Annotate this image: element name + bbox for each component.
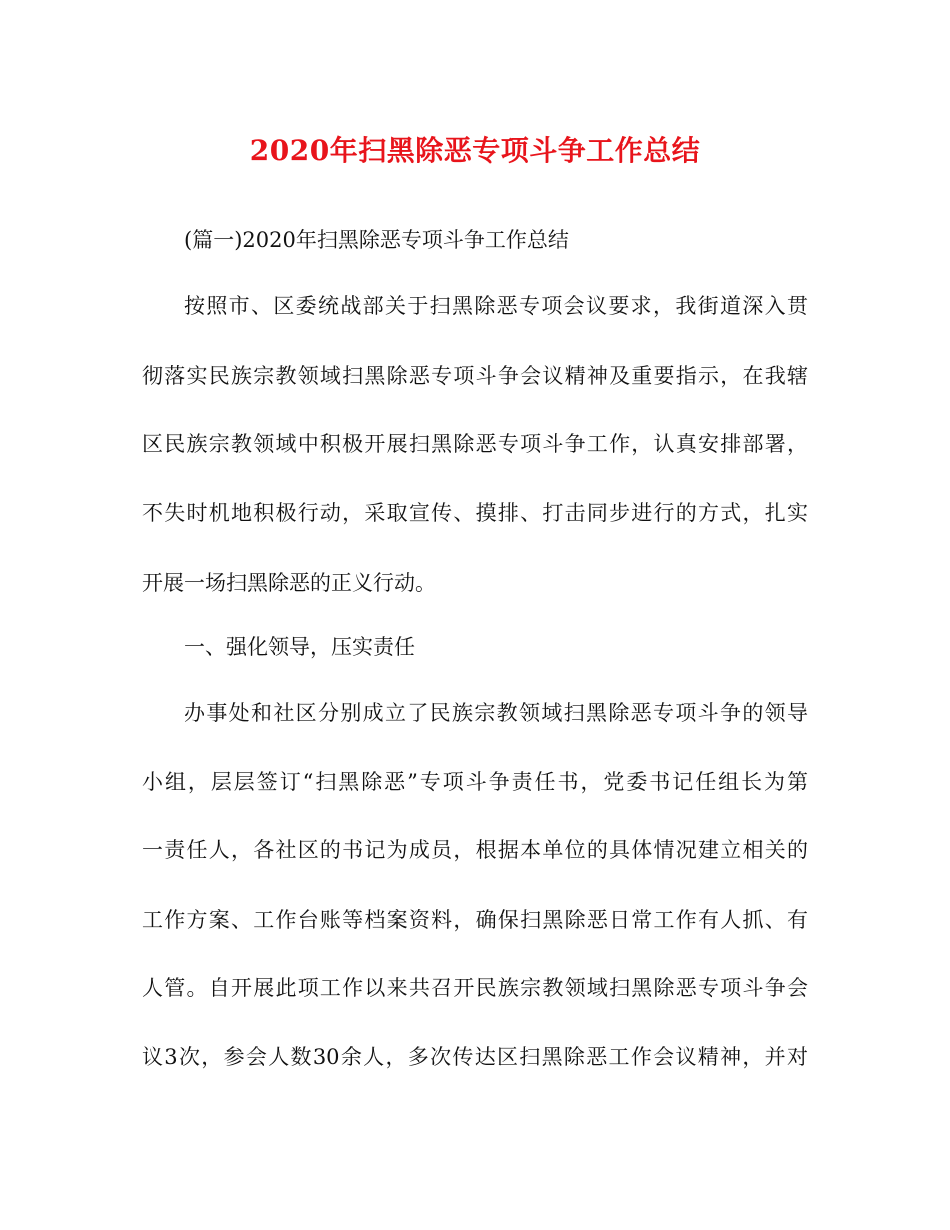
paragraph-line: (篇一)2020年扫黑除恶专项斗争工作总结	[184, 228, 569, 252]
paragraph-line: 小组，层层签订“扫黑除恶”专项斗争责任书，党委书记任组长为第	[142, 770, 808, 794]
paragraph-line: 开展一场扫黑除恶的正义行动。	[142, 571, 436, 595]
paragraph-line: 按照市、区委统战部关于扫黑除恶专项会议要求，我街道深入贯	[184, 294, 808, 318]
paragraph-line: 工作方案、工作台账等档案资料，确保扫黑除恶日常工作有人抓、有	[142, 908, 808, 932]
paragraph-line: 区民族宗教领域中积极开展扫黑除恶专项斗争工作，认真安排部署，	[142, 432, 808, 456]
document-title: 2020年扫黑除恶专项斗争工作总结	[249, 134, 701, 167]
paragraph-line: 办事处和社区分别成立了民族宗教领域扫黑除恶专项斗争的领导	[184, 701, 808, 725]
paragraph-line: 议3次，参会人数30余人，多次传达区扫黑除恶工作会议精神，并对	[142, 1045, 808, 1069]
paragraph-line: 不失时机地积极行动，采取宣传、摸排、打击同步进行的方式，扎实	[142, 501, 808, 525]
section-heading: 一、强化领导，压实责任	[184, 635, 415, 659]
paragraph-line: 彻落实民族宗教领域扫黑除恶专项斗争会议精神及重要指示，在我辖	[142, 364, 808, 388]
paragraph-line: 人管。自开展此项工作以来共召开民族宗教领域扫黑除恶专项斗争会	[142, 976, 808, 1000]
paragraph-line: 一责任人，各社区的书记为成员，根据本单位的具体情况建立相关的	[142, 838, 808, 862]
